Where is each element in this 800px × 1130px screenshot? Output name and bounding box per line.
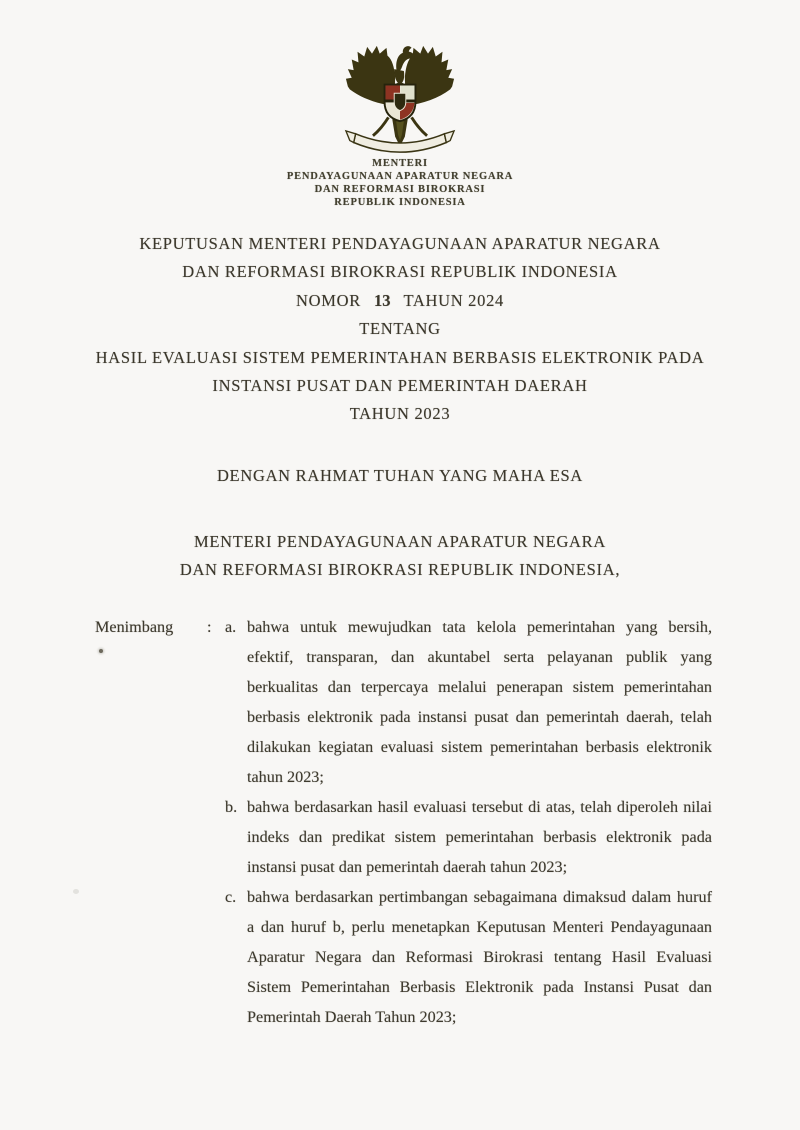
- consideration-item-c: [225, 882, 712, 1032]
- decree-title-line2: DAN REFORMASI BIROKRASI REPUBLIK INDONESIA: [182, 262, 618, 282]
- decree-title-line1: KEPUTUSAN MENTERI PENDAYAGUNAAN APARATUR NEGARA: [139, 234, 661, 253]
- consideration-marker-a: a.: [225, 617, 237, 636]
- consideration-text-a: bahwa untuk mewujudkan tata kelola pemerintahan yang bersih, efektif, transparan, dan akuntabel serta pelayanan publik yang berkualitas dan terpercaya melalui penerapan sistem pemerintahan berbasis elektronik pada instansi pusat dan pemerintah daerah, telah dilakukan kegiatan evaluasi sistem pemerintahan berbasis elektronik tahun 2023;: [247, 617, 712, 786]
- consideration-text-c: bahwa berdasarkan pertimbangan sebagaimana dimaksud dalam huruf a dan huruf b, perlu menetapkan Keputusan Menteri Pendayagunaan Aparatur Negara dan Reformasi Birokrasi tentang Hasil Evaluasi Sistem Pemerintahan Berbasis Elektronik pada Instansi Pusat dan Pemerintah Daerah Tahun 2023;: [247, 887, 712, 1026]
- consideration-text-b: bahwa berdasarkan hasil evaluasi tersebut di atas, telah diperoleh nilai indeks dan predikat sistem pemerintahan berbasis elektronik pada instansi pusat dan pemerintah daerah tahun 2023;: [247, 797, 712, 876]
- decree-number-prefix: NOMOR: [296, 290, 361, 310]
- letterhead-text: [0, 157, 800, 209]
- letterhead-line-republic: REPUBLIK INDONESIA: [334, 197, 466, 208]
- letterhead-header: [0, 0, 800, 209]
- consideration-item-b: [225, 792, 712, 882]
- garuda-pancasila-emblem-icon: [341, 44, 459, 156]
- decree-tentang-line: TENTANG: [359, 319, 441, 339]
- decree-subject-line3: TAHUN 2023: [349, 404, 451, 424]
- letterhead-line-bureau: DAN REFORMASI BIROKRASI: [314, 184, 486, 195]
- invocation-line: DENGAN RAHMAT TUHAN YANG MAHA ESA: [216, 465, 584, 485]
- consideration-marker-b: b.: [225, 797, 238, 816]
- scan-artifact-dot: [99, 649, 103, 653]
- decree-subject-line2: INSTANSI PUSAT DAN PEMERINTAH DAERAH: [212, 376, 588, 396]
- considerations-section: [95, 612, 712, 1032]
- letterhead-line-menteri: MENTERI: [372, 158, 428, 169]
- consideration-item-a: [225, 612, 712, 792]
- letterhead-line-ministry: PENDAYAGUNAAN APARATUR NEGARA: [286, 171, 514, 182]
- considerations-list: [225, 612, 712, 1032]
- decree-number-line: [0, 287, 800, 315]
- considerations-label: Menimbang: [95, 617, 174, 636]
- scan-artifact-dot: [73, 889, 79, 894]
- decree-number-value: 13: [373, 290, 391, 310]
- authority-block: [0, 528, 800, 585]
- consideration-marker-c: c.: [225, 887, 237, 906]
- decree-subject-line1: HASIL EVALUASI SISTEM PEMERINTAHAN BERBASIS ELEKTRONIK PADA: [95, 347, 705, 367]
- authority-line1: MENTERI PENDAYAGUNAAN APARATUR NEGARA: [193, 531, 606, 551]
- decree-number-suffix: TAHUN 2024: [403, 290, 504, 310]
- decree-title-block: [0, 230, 800, 429]
- authority-line2: DAN REFORMASI BIROKRASI REPUBLIK INDONESIA,: [179, 560, 621, 580]
- considerations-colon: :: [207, 617, 212, 636]
